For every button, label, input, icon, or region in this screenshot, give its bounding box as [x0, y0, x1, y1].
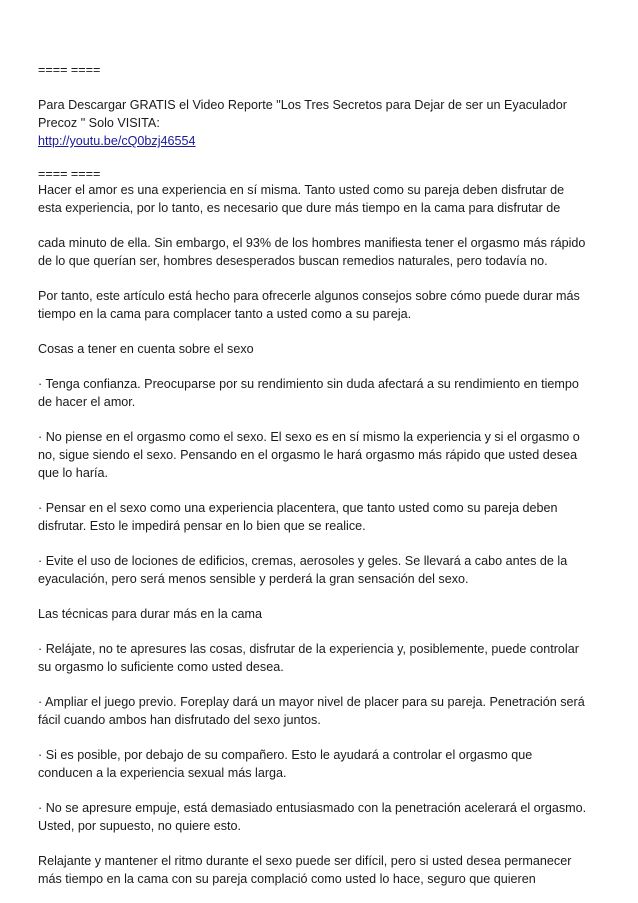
- list-item-line: · Relájate, no te apresures las cosas, disfrutar de la experiencia y, posiblemente, puede controlar: [38, 642, 579, 656]
- list-item-line: · Pensar en el sexo como una experiencia placentera, que tanto usted como su pareja deben: [38, 501, 558, 515]
- video-link[interactable]: http://youtu.be/cQ0bzj46554: [38, 134, 196, 148]
- intro-line: Para Descargar GRATIS el Video Reporte "Los Tres Secretos para Dejar de ser un Eyaculador: [38, 98, 567, 112]
- list-item-line: fácil cuando ambos han disfrutado del sexo juntos.: [38, 713, 321, 727]
- paragraph-line: Hacer el amor es una experiencia en sí misma. Tanto usted como su pareja deben disfrutar de: [38, 183, 565, 197]
- separator-bottom: ==== ====: [38, 167, 101, 181]
- list-item-line: disfrutar. Esto le impedirá pensar en lo bien que se realice.: [38, 519, 366, 533]
- list-item-line: no, sigue siendo el sexo. Pensando en el orgasmo le hará orgasmo más rápido que usted desea: [38, 448, 578, 462]
- paragraph-line: tiempo en la cama para complacer tanto a usted como a su pareja.: [38, 307, 412, 321]
- list-item-line: · Ampliar el juego previo. Foreplay dará un mayor nivel de placer para su pareja. Penetración será: [38, 695, 585, 709]
- paragraph-line: más tiempo en la cama con su pareja complació como usted lo hace, seguro que quieren: [38, 872, 536, 886]
- section-heading: Cosas a tener en cuenta sobre el sexo: [38, 342, 254, 356]
- list-item-line: · No se apresure empuje, está demasiado entusiasmado con la penetración acelerará el orgasmo.: [38, 801, 587, 815]
- section-heading: Las técnicas para durar más en la cama: [38, 607, 263, 621]
- intro-line: Precoz " Solo VISITA:: [38, 116, 160, 130]
- paragraph-line: Relajante y mantener el ritmo durante el sexo puede ser difícil, pero si usted desea permanecer: [38, 854, 572, 868]
- paragraph-line: cada minuto de ella. Sin embargo, el 93% de los hombres manifiesta tener el orgasmo más rápido: [38, 236, 586, 250]
- list-item-line: · Si es posible, por debajo de su compañero. Esto le ayudará a controlar el orgasmo que: [38, 748, 533, 762]
- list-item-line: · Tenga confianza. Preocuparse por su rendimiento sin duda afectará a su rendimiento en tiempo: [38, 377, 579, 391]
- paragraph-line: Por tanto, este artículo está hecho para ofrecerle algunos consejos sobre cómo puede durar más: [38, 289, 580, 303]
- list-item-line: de hacer el amor.: [38, 395, 136, 409]
- list-item-line: que lo haría.: [38, 466, 109, 480]
- list-item-line: Usted, por supuesto, no quiere esto.: [38, 819, 242, 833]
- paragraph-line: de lo que querían ser, hombres desesperados buscan remedios naturales, pero todavía no.: [38, 254, 548, 268]
- separator-top: ==== ====: [38, 63, 101, 77]
- list-item-line: · No piense en el orgasmo como el sexo. El sexo es en sí mismo la experiencia y si el orgasmo o: [38, 430, 580, 444]
- list-item-line: · Evite el uso de lociones de edificios, cremas, aerosoles y geles. Se llevará a cabo antes de la: [38, 554, 568, 568]
- list-item-line: conducen a la experiencia sexual más larga.: [38, 766, 287, 780]
- list-item-line: eyaculación, pero será menos sensible y perderá la gran sensación del sexo.: [38, 572, 469, 586]
- paragraph-line: esta experiencia, por lo tanto, es necesario que dure más tiempo en la cama para disfrutar de: [38, 201, 561, 215]
- list-item-line: su orgasmo lo suficiente como usted desea.: [38, 660, 284, 674]
